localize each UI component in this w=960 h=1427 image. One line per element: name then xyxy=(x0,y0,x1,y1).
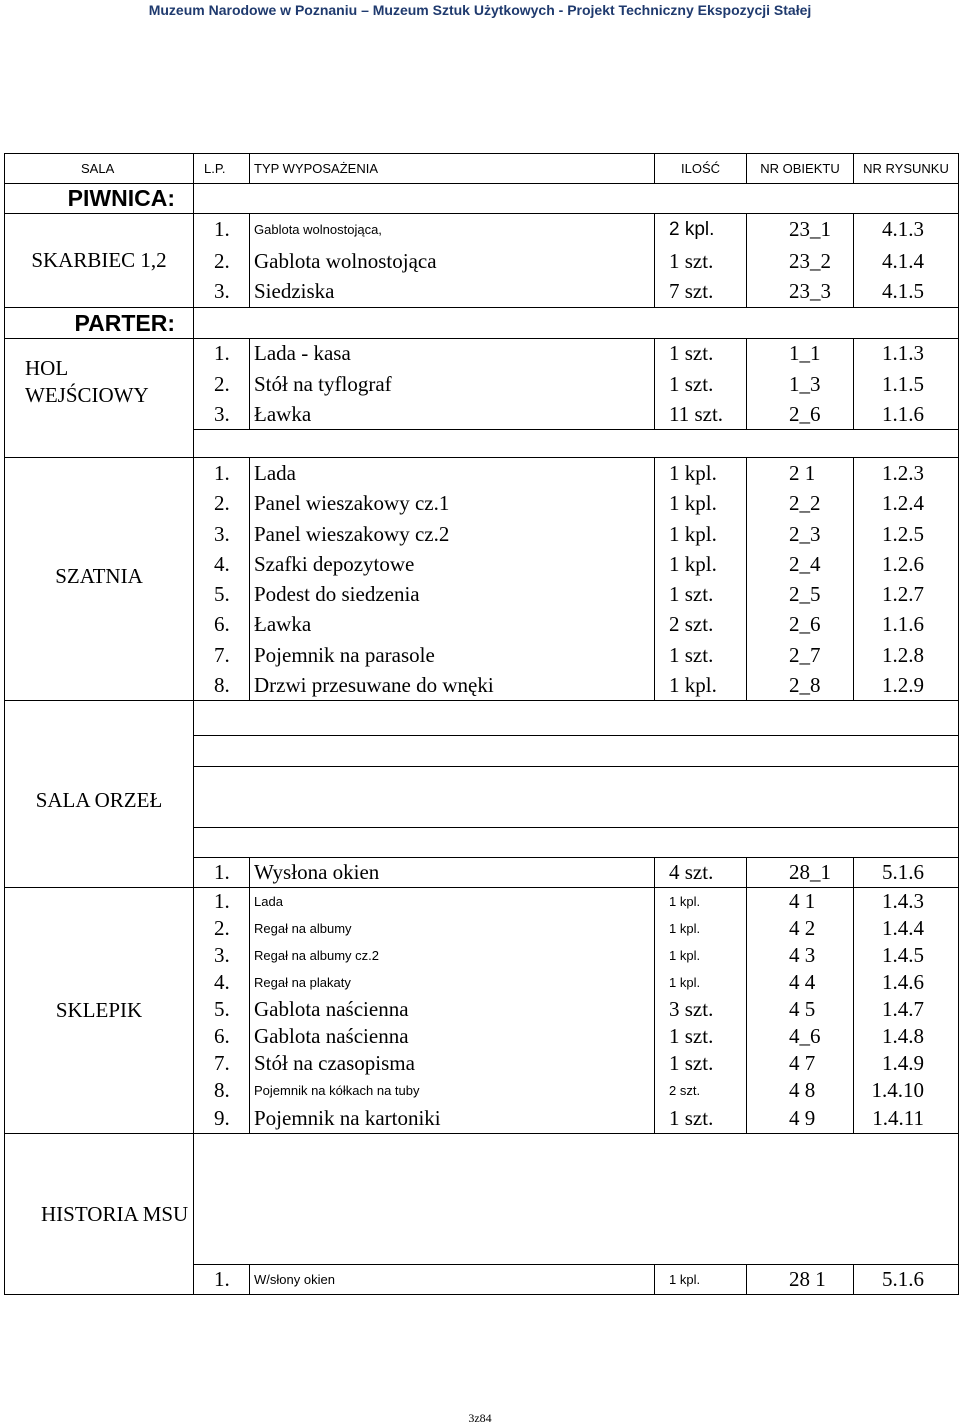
object-number: 23_2 xyxy=(747,246,854,277)
empty-cell xyxy=(194,430,959,458)
object-number: 2_4 xyxy=(747,550,854,579)
object-number: 23_3 xyxy=(747,277,854,308)
quantity: 2 kpl. xyxy=(655,214,747,246)
room-szatnia: SZATNIA xyxy=(5,458,194,701)
col-header-nr-obiektu: NR OBIEKTU xyxy=(747,154,854,184)
drawing-number: 1.2.7 xyxy=(854,579,959,610)
room-sala-orzel: SALA ORZEŁ xyxy=(5,701,194,888)
object-number: 2_5 xyxy=(747,579,854,610)
quantity: 3 szt. xyxy=(655,996,747,1023)
drawing-number: 1.4.11 xyxy=(854,1104,959,1134)
equipment-type: Panel wieszakowy cz.1 xyxy=(250,489,655,519)
equipment-type: Ławka xyxy=(250,610,655,640)
section-title-piwnica: PIWNICA: xyxy=(5,184,194,214)
object-number: 2_6 xyxy=(747,610,854,640)
empty-cell xyxy=(194,1134,959,1265)
drawing-number: 1.1.6 xyxy=(854,400,959,430)
drawing-number: 1.2.4 xyxy=(854,489,959,519)
row-number: 1. xyxy=(194,339,250,369)
quantity: 1 kpl. xyxy=(655,489,747,519)
equipment-type: Siedziska xyxy=(250,277,655,308)
quantity: 1 szt. xyxy=(655,339,747,369)
row-number: 8. xyxy=(194,1077,250,1104)
row-number: 1. xyxy=(194,1265,250,1295)
object-number: 4_6 xyxy=(747,1023,854,1050)
table-row xyxy=(5,458,959,489)
drawing-number: 1.4.5 xyxy=(854,942,959,969)
quantity: 1 kpl. xyxy=(655,915,747,942)
object-number: 4 1 xyxy=(747,888,854,915)
empty-cell xyxy=(194,184,959,214)
quantity: 1 kpl. xyxy=(655,969,747,996)
equipment-type: Stół na tyflograf xyxy=(250,369,655,400)
drawing-number: 1.4.9 xyxy=(854,1050,959,1077)
equipment-type: Panel wieszakowy cz.2 xyxy=(250,519,655,550)
drawing-number: 1.2.9 xyxy=(854,671,959,701)
blank-row xyxy=(5,701,959,736)
quantity: 1 kpl. xyxy=(655,458,747,489)
col-header-lp: L.P. xyxy=(194,154,250,184)
drawing-number: 1.1.6 xyxy=(854,610,959,640)
drawing-number: 1.2.6 xyxy=(854,550,959,579)
table-row xyxy=(5,888,959,915)
equipment-type: Drzwi przesuwane do wnęki xyxy=(250,671,655,701)
object-number: 2_6 xyxy=(747,400,854,430)
object-number: 28 1 xyxy=(747,1265,854,1295)
drawing-number: 5.1.6 xyxy=(854,858,959,888)
equipment-type: Gablota wolnostojąca, xyxy=(250,214,655,246)
quantity: 1 szt. xyxy=(655,369,747,400)
object-number: 1_3 xyxy=(747,369,854,400)
object-number: 4 5 xyxy=(747,996,854,1023)
quantity: 1 kpl. xyxy=(655,888,747,915)
object-number: 4 4 xyxy=(747,969,854,996)
table-header-row xyxy=(5,154,959,184)
row-number: 1. xyxy=(194,458,250,489)
row-number: 1. xyxy=(194,858,250,888)
object-number: 4 3 xyxy=(747,942,854,969)
equipment-type: Podest do siedzenia xyxy=(250,579,655,610)
drawing-number: 1.2.8 xyxy=(854,640,959,671)
quantity: 2 szt. xyxy=(655,610,747,640)
quantity: 1 kpl. xyxy=(655,519,747,550)
quantity: 1 kpl. xyxy=(655,1265,747,1295)
row-number: 6. xyxy=(194,1023,250,1050)
row-number: 2. xyxy=(194,246,250,277)
drawing-number: 4.1.3 xyxy=(854,214,959,246)
row-number: 7. xyxy=(194,1050,250,1077)
row-number: 9. xyxy=(194,1104,250,1134)
quantity: 1 szt. xyxy=(655,1104,747,1134)
drawing-number: 1.4.7 xyxy=(854,996,959,1023)
row-number: 3. xyxy=(194,519,250,550)
drawing-number: 1.4.6 xyxy=(854,969,959,996)
row-number: 3. xyxy=(194,277,250,308)
quantity: 1 szt. xyxy=(655,246,747,277)
row-number: 1. xyxy=(194,214,250,246)
equipment-type: Lada xyxy=(250,888,655,915)
row-number: 4. xyxy=(194,969,250,996)
drawing-number: 4.1.4 xyxy=(854,246,959,277)
object-number: 4 2 xyxy=(747,915,854,942)
equipment-type: Gablota wolnostojąca xyxy=(250,246,655,277)
empty-cell xyxy=(194,308,959,339)
row-number: 4. xyxy=(194,550,250,579)
equipment-type: Pojemnik na kartoniki xyxy=(250,1104,655,1134)
equipment-type: Regał na albumy xyxy=(250,915,655,942)
quantity: 1 kpl. xyxy=(655,942,747,969)
quantity: 7 szt. xyxy=(655,277,747,308)
row-number: 5. xyxy=(194,579,250,610)
quantity: 1 kpl. xyxy=(655,671,747,701)
drawing-number: 1.4.4 xyxy=(854,915,959,942)
col-header-sala: SALA xyxy=(5,154,194,184)
table-row xyxy=(5,214,959,246)
equipment-type: Szafki depozytowe xyxy=(250,550,655,579)
row-number: 3. xyxy=(194,942,250,969)
object-number: 23_1 xyxy=(747,214,854,246)
equipment-type: W/słony okien xyxy=(250,1265,655,1295)
quantity: 1 szt. xyxy=(655,640,747,671)
section-row xyxy=(5,184,959,214)
quantity: 1 szt. xyxy=(655,1023,747,1050)
drawing-number: 1.2.5 xyxy=(854,519,959,550)
drawing-number: 1.4.8 xyxy=(854,1023,959,1050)
room-hol: HOL WEJŚCIOWY xyxy=(5,339,194,458)
drawing-number: 4.1.5 xyxy=(854,277,959,308)
row-number: 2. xyxy=(194,369,250,400)
equipment-type: Pojemnik na kółkach na tuby xyxy=(250,1077,655,1104)
room-historia: HISTORIA MSU xyxy=(5,1134,194,1295)
row-number: 1. xyxy=(194,888,250,915)
equipment-type: Gablota naścienna xyxy=(250,1023,655,1050)
col-header-nr-rysunku: NR RYSUNKU xyxy=(854,154,959,184)
document-header: Muzeum Narodowe w Poznaniu – Muzeum Sztuk Użytkowych - Projekt Techniczny Ekspozycji Stałej xyxy=(148,2,812,18)
object-number: 2_3 xyxy=(747,519,854,550)
row-number: 5. xyxy=(194,996,250,1023)
object-number: 28_1 xyxy=(747,858,854,888)
quantity: 4 szt. xyxy=(655,858,747,888)
drawing-number: 1.1.5 xyxy=(854,369,959,400)
row-number: 2. xyxy=(194,915,250,942)
equipment-type: Stół na czasopisma xyxy=(250,1050,655,1077)
drawing-number: 1.4.10 xyxy=(854,1077,959,1104)
drawing-number: 1.1.3 xyxy=(854,339,959,369)
equipment-type: Ławka xyxy=(250,400,655,430)
row-number: 3. xyxy=(194,400,250,430)
quantity: 1 szt. xyxy=(655,1050,747,1077)
empty-cell xyxy=(194,701,959,736)
row-number: 6. xyxy=(194,610,250,640)
quantity: 1 kpl. xyxy=(655,550,747,579)
row-number: 8. xyxy=(194,671,250,701)
object-number: 4 8 xyxy=(747,1077,854,1104)
section-title-parter: PARTER: xyxy=(5,308,194,339)
equipment-type: Pojemnik na parasole xyxy=(250,640,655,671)
object-number: 2_2 xyxy=(747,489,854,519)
object-number: 2_7 xyxy=(747,640,854,671)
equipment-type: Regał na plakaty xyxy=(250,969,655,996)
object-number: 2 1 xyxy=(747,458,854,489)
col-header-ilosc: ILOŚĆ xyxy=(655,154,747,184)
quantity: 1 szt. xyxy=(655,579,747,610)
quantity: 2 szt. xyxy=(655,1077,747,1104)
equipment-type: Wysłona okien xyxy=(250,858,655,888)
section-row xyxy=(5,308,959,339)
col-header-typ: TYP WYPOSAŻENIA xyxy=(250,154,655,184)
blank-row xyxy=(5,1134,959,1265)
equipment-type: Regał na albumy cz.2 xyxy=(250,942,655,969)
row-number: 2. xyxy=(194,489,250,519)
equipment-type: Gablota naścienna xyxy=(250,996,655,1023)
equipment-table xyxy=(4,153,959,1295)
quantity: 11 szt. xyxy=(655,400,747,430)
drawing-number: 1.4.3 xyxy=(854,888,959,915)
empty-cell xyxy=(194,767,959,828)
equipment-type: Lada xyxy=(250,458,655,489)
room-skarbiec: SKARBIEC 1,2 xyxy=(5,214,194,308)
object-number: 4 7 xyxy=(747,1050,854,1077)
room-sklepik: SKLEPIK xyxy=(5,888,194,1134)
object-number: 4 9 xyxy=(747,1104,854,1134)
empty-cell xyxy=(194,828,959,858)
drawing-number: 5.1.6 xyxy=(854,1265,959,1295)
row-number: 7. xyxy=(194,640,250,671)
equipment-type: Lada - kasa xyxy=(250,339,655,369)
object-number: 1_1 xyxy=(747,339,854,369)
drawing-number: 1.2.3 xyxy=(854,458,959,489)
object-number: 2_8 xyxy=(747,671,854,701)
empty-cell xyxy=(194,736,959,767)
page-number: 3z84 xyxy=(468,1411,492,1425)
table-row xyxy=(5,339,959,369)
